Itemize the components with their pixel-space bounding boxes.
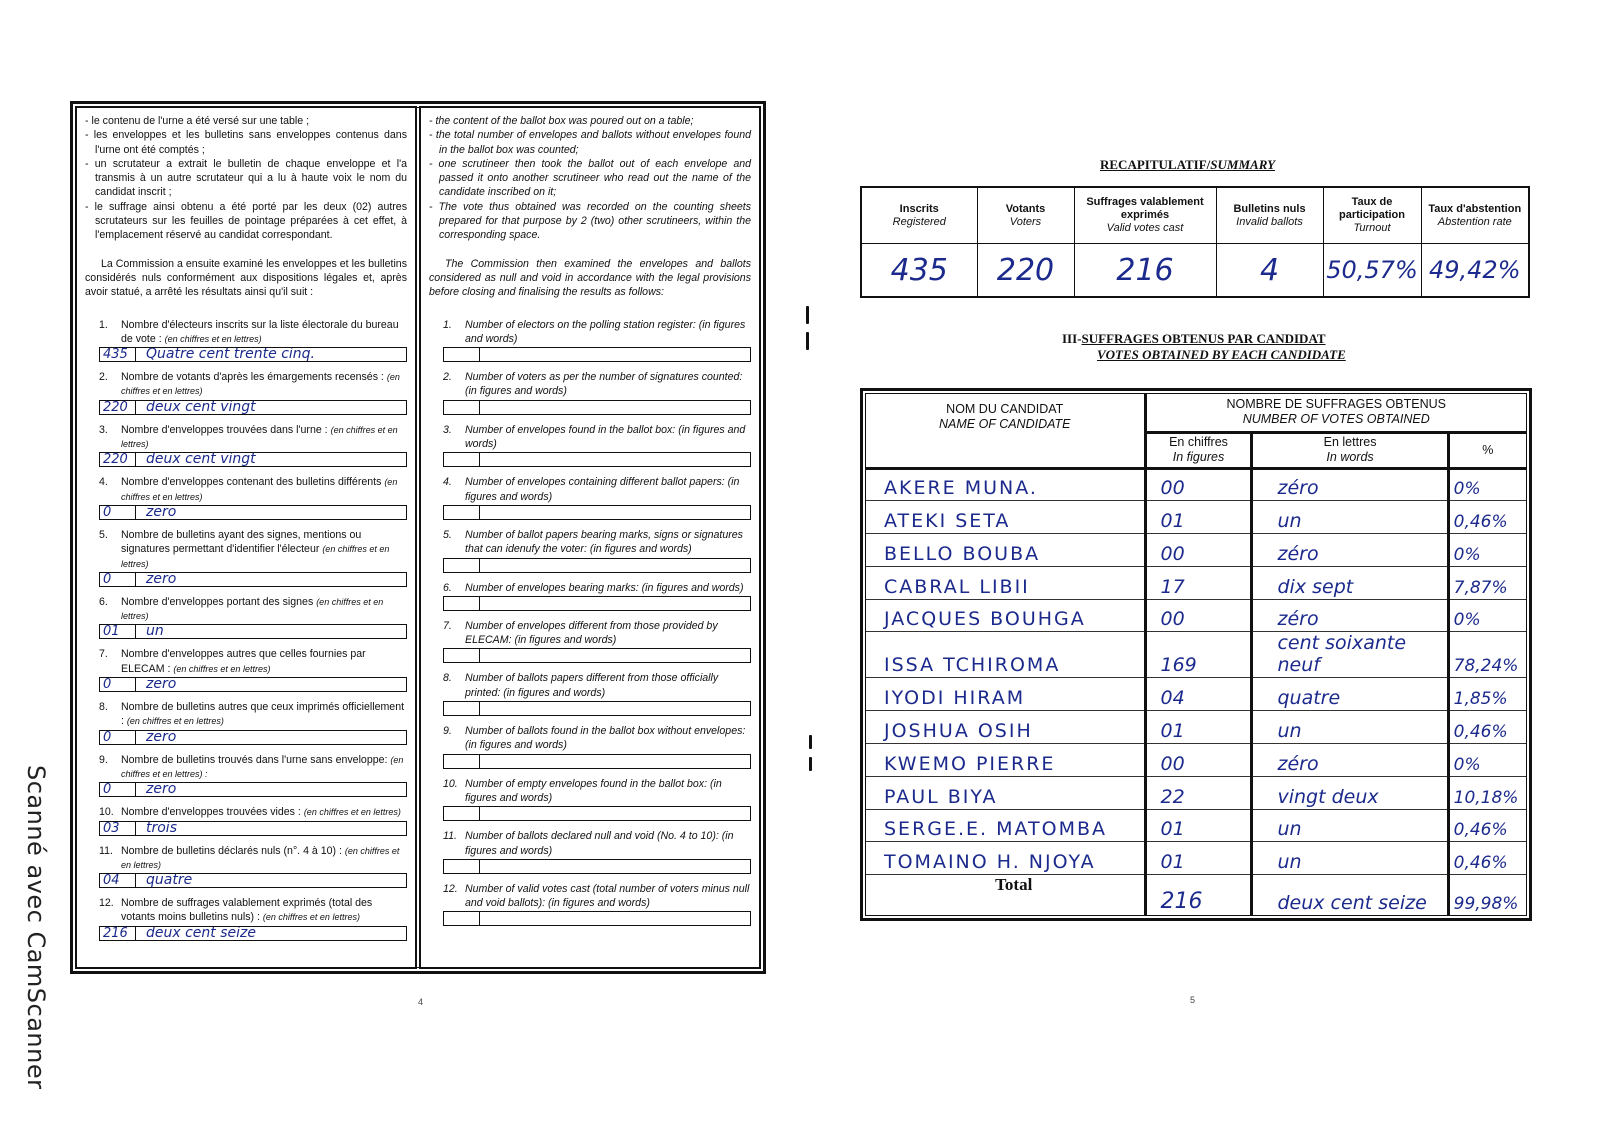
candidate-percent: 0,46% bbox=[1448, 842, 1526, 875]
item-text: Number of envelopes bearing marks: (in figures and words) bbox=[465, 581, 744, 594]
answer-words[interactable]: zero bbox=[146, 572, 177, 586]
candidate-name: SERGE.E. MATOMBA bbox=[866, 809, 1145, 842]
candidate-votes-figure: 17 bbox=[1145, 566, 1252, 599]
candidate-votes-words: quatre bbox=[1252, 678, 1448, 711]
answer-words[interactable]: trois bbox=[146, 821, 177, 835]
answer-box[interactable] bbox=[443, 347, 751, 362]
answer-figure[interactable] bbox=[444, 559, 480, 572]
procedure-bullets-en bbox=[429, 114, 751, 243]
item-text: Number of ballot papers bearing marks, signs or signatures that can idenufy the voter: (in figures and words) bbox=[465, 528, 743, 556]
item-number: 12. bbox=[99, 897, 114, 910]
item-text: Number of ballots declared null and void (No. 4 to 10): (in figures and words) bbox=[465, 830, 734, 857]
candidate-row bbox=[866, 566, 1526, 599]
answer-figure[interactable] bbox=[444, 912, 480, 925]
candidate-votes-words: zéro bbox=[1252, 599, 1448, 632]
answer-figure[interactable]: 01 bbox=[100, 625, 136, 638]
bullet: - one scrutineer then took the ballot out of each envelope and passed it onto another scrutineer who read out the name of the candidate inscribed on it; bbox=[429, 157, 751, 199]
result-item-label bbox=[85, 528, 407, 571]
candidate-votes-figure: 00 bbox=[1145, 599, 1252, 632]
item-text: Number of empty envelopes found in the ballot box: (in figures and words) bbox=[465, 777, 722, 804]
answer-figure[interactable] bbox=[444, 506, 480, 519]
item-number: 6. bbox=[99, 595, 108, 608]
item-number: 5. bbox=[99, 528, 108, 541]
voters-value: 220 bbox=[977, 244, 1074, 298]
header-in-words: En lettres In words bbox=[1252, 432, 1448, 468]
answer-figure[interactable] bbox=[444, 453, 480, 466]
summary-header-row bbox=[861, 187, 1529, 244]
bullet: - the content of the ballot box was poured out on a table; bbox=[429, 115, 694, 127]
result-item-label bbox=[85, 753, 407, 782]
candidate-name: IYODI HIRAM bbox=[866, 678, 1145, 711]
answer-words[interactable]: deux cent seize bbox=[146, 926, 256, 940]
answer-figure[interactable]: 0 bbox=[100, 678, 136, 691]
scan-mark bbox=[809, 757, 812, 771]
results-items-fr bbox=[85, 318, 407, 941]
candidate-percent: 7,87% bbox=[1448, 566, 1526, 599]
candidate-votes-figure: 01 bbox=[1145, 711, 1252, 744]
answer-figure[interactable]: 0 bbox=[100, 731, 136, 744]
page-number-left: 4 bbox=[418, 997, 424, 1007]
result-item-label bbox=[429, 619, 751, 648]
summary-title-en: SUMMARY bbox=[1210, 157, 1276, 172]
answer-figure[interactable]: 03 bbox=[100, 822, 136, 835]
results-items-en bbox=[429, 318, 751, 927]
total-row bbox=[866, 875, 1526, 915]
french-column bbox=[75, 106, 417, 969]
candidate-name: AKERE MUNA. bbox=[866, 468, 1145, 501]
answer-words[interactable]: zero bbox=[146, 783, 177, 797]
result-item-label bbox=[85, 595, 407, 624]
candidates-grid bbox=[866, 394, 1526, 915]
item-text: Nombre de bulletins déclarés nuls (n°. 4 à 10) : (en chiffres et en lettres) bbox=[121, 844, 400, 870]
result-item-label bbox=[429, 581, 751, 595]
result-item-label bbox=[85, 844, 407, 873]
answer-words[interactable]: quatre bbox=[146, 874, 193, 888]
candidate-votes-words: zéro bbox=[1252, 744, 1448, 777]
candidate-votes-figure: 00 bbox=[1145, 468, 1252, 501]
answer-box[interactable] bbox=[443, 648, 751, 663]
summary-title bbox=[1100, 157, 1275, 173]
bullet: - le contenu de l'urne a été versé sur une table ; bbox=[85, 115, 310, 127]
answer-figure[interactable] bbox=[444, 348, 480, 361]
candidate-row bbox=[866, 632, 1526, 678]
result-item-label bbox=[429, 882, 751, 911]
item-text: Number of ballots found in the ballot box without envelopes: (in figures and words) bbox=[465, 725, 746, 752]
answer-figure[interactable]: 0 bbox=[100, 506, 136, 519]
item-text: Nombre d'enveloppes portant des signes (en chiffres et en lettres) bbox=[121, 595, 384, 622]
answer-figure[interactable] bbox=[444, 401, 480, 414]
item-number: 4. bbox=[99, 476, 108, 489]
candidate-votes-figure: 169 bbox=[1145, 632, 1252, 678]
candidate-row bbox=[866, 468, 1526, 501]
candidate-votes-figure: 01 bbox=[1145, 501, 1252, 534]
answer-figure[interactable] bbox=[444, 597, 480, 610]
answer-box[interactable] bbox=[443, 505, 751, 520]
section-prefix: III- bbox=[1062, 331, 1082, 346]
result-item-label bbox=[429, 318, 751, 347]
result-item-label bbox=[85, 423, 407, 452]
header-candidate-name: NOM DU CANDIDAT NAME OF CANDIDATE bbox=[866, 394, 1145, 468]
candidate-percent: 0,46% bbox=[1448, 501, 1526, 534]
candidate-votes-words: un bbox=[1252, 711, 1448, 744]
item-text: Nombre d'électeurs inscrits sur la liste électorale du bureau de vote : (en chiffres et en lettres) bbox=[121, 318, 399, 345]
answer-words[interactable]: Quatre cent trente cinq. bbox=[146, 348, 315, 362]
candidate-votes-words: dix sept bbox=[1252, 566, 1448, 599]
answer-figure[interactable]: 216 bbox=[100, 927, 136, 940]
answer-figure[interactable] bbox=[444, 702, 480, 715]
item-text: Nombre d'enveloppes autres que celles fournies par ELECAM : (en chiffres et en lettres) bbox=[121, 648, 366, 675]
item-number: 10. bbox=[99, 806, 114, 819]
valid-votes-value: 216 bbox=[1074, 244, 1216, 298]
candidate-percent: 0,46% bbox=[1448, 711, 1526, 744]
summary-values-row bbox=[861, 244, 1529, 298]
candidate-name: JOSHUA OSIH bbox=[866, 711, 1145, 744]
item-number: 3. bbox=[99, 423, 108, 436]
answer-figure[interactable]: 220 bbox=[100, 401, 136, 414]
answer-figure[interactable] bbox=[444, 755, 480, 768]
candidate-row bbox=[866, 776, 1526, 809]
header-votes-obtained: NOMBRE DE SUFFRAGES OBTENUS NUMBER OF VOTES OBTAINED bbox=[1145, 394, 1526, 432]
turnout-value: 50,57% bbox=[1323, 244, 1421, 298]
item-text: Nombre d'enveloppes trouvées vides : (en chiffres et en lettres) bbox=[121, 806, 401, 819]
page-number-right: 5 bbox=[1190, 995, 1196, 1005]
candidate-percent: 1,85% bbox=[1448, 678, 1526, 711]
summary-header-turnout: Taux de participation Turnout bbox=[1323, 187, 1421, 244]
answer-figure[interactable] bbox=[444, 649, 480, 662]
item-text: Nombre de bulletins autres que ceux imprimés officiellement : (en chiffres et en lettres) bbox=[121, 701, 405, 728]
item-number: 5. bbox=[443, 528, 452, 541]
candidate-row bbox=[866, 744, 1526, 777]
item-number: 4. bbox=[443, 476, 452, 489]
candidate-name: BELLO BOUBA bbox=[866, 534, 1145, 567]
answer-box[interactable] bbox=[99, 347, 407, 362]
answer-figure[interactable]: 435 bbox=[100, 348, 136, 361]
item-number: 9. bbox=[99, 753, 108, 766]
answer-box[interactable] bbox=[99, 505, 407, 520]
result-item-label bbox=[85, 318, 407, 347]
procedure-bullets-fr bbox=[85, 114, 407, 243]
item-number: 1. bbox=[443, 318, 452, 331]
answer-box[interactable] bbox=[99, 730, 407, 745]
item-number: 10. bbox=[443, 777, 458, 790]
candidates-table bbox=[860, 388, 1532, 921]
form-page-left bbox=[70, 101, 766, 974]
item-number: 2. bbox=[99, 371, 108, 384]
summary-header-abstention: Taux d'abstention Abstention rate bbox=[1421, 187, 1529, 244]
header-percent: % bbox=[1448, 432, 1526, 468]
commission-paragraph-fr: La Commission a ensuite examiné les enveloppes et les bulletins considérés nuls conformément aux dispositions légales et, après avoir statué, a arrêté les résultats ainsi qu'il suit : bbox=[85, 257, 407, 299]
candidate-votes-words: zéro bbox=[1252, 534, 1448, 567]
answer-box[interactable] bbox=[443, 911, 751, 926]
answer-words[interactable]: deux cent vingt bbox=[146, 400, 256, 414]
total-words: deux cent seize bbox=[1252, 875, 1448, 915]
item-text: Number of envelopes containing different ballot papers: (in figures and words) bbox=[465, 476, 740, 503]
answer-box[interactable] bbox=[443, 596, 751, 611]
candidate-name: JACQUES BOUHGA bbox=[866, 599, 1145, 632]
answer-box[interactable] bbox=[99, 873, 407, 888]
section-title-fr: SUFFRAGES OBTENUS PAR CANDIDAT bbox=[1081, 331, 1326, 346]
item-number: 6. bbox=[443, 581, 452, 594]
answer-box[interactable] bbox=[99, 677, 407, 692]
answer-words[interactable]: deux cent vingt bbox=[146, 453, 256, 467]
candidate-row bbox=[866, 534, 1526, 567]
candidate-row bbox=[866, 678, 1526, 711]
scan-mark bbox=[809, 735, 812, 749]
answer-box[interactable] bbox=[99, 452, 407, 467]
item-number: 11. bbox=[443, 830, 457, 843]
answer-box[interactable] bbox=[99, 400, 407, 415]
result-item-label bbox=[85, 896, 407, 925]
answer-box[interactable] bbox=[443, 754, 751, 769]
answer-box[interactable] bbox=[443, 558, 751, 573]
candidate-name: ATEKI SETA bbox=[866, 501, 1145, 534]
candidate-name: CABRAL LIBII bbox=[866, 566, 1145, 599]
answer-figure[interactable] bbox=[444, 860, 480, 873]
candidate-votes-figure: 01 bbox=[1145, 842, 1252, 875]
candidate-row bbox=[866, 501, 1526, 534]
commission-paragraph-en: The Commission then examined the envelopes and ballots considered as null and void in accordance with the legal provisions before closing and finalising the results as follows: bbox=[429, 257, 751, 299]
candidate-votes-words: vingt deux bbox=[1252, 776, 1448, 809]
bullet: - the total number of envelopes and ballots without envelopes found in the ballot box was counted; bbox=[429, 129, 751, 156]
registered-value: 435 bbox=[861, 244, 977, 298]
answer-words[interactable]: zero bbox=[146, 505, 177, 519]
total-figure: 216 bbox=[1145, 875, 1252, 915]
result-item-label bbox=[429, 829, 751, 858]
bullet: - le suffrage ainsi obtenu a été porté par les deux (02) autres scrutateurs sur les feuilles de pointage préparées à cet effet, à l'emplacement réservé au candidat correspondant. bbox=[85, 200, 407, 242]
result-item-label bbox=[429, 475, 751, 504]
candidate-votes-words: un bbox=[1252, 809, 1448, 842]
item-text: Number of electors on the polling station register: (in figures and words) bbox=[465, 318, 746, 345]
item-number: 8. bbox=[443, 672, 452, 685]
answer-box[interactable] bbox=[99, 821, 407, 836]
scan-mark bbox=[806, 332, 809, 350]
answer-words[interactable]: zero bbox=[146, 678, 177, 692]
candidate-name: KWEMO PIERRE bbox=[866, 744, 1145, 777]
item-number: 1. bbox=[99, 318, 108, 331]
total-percent: 99,98% bbox=[1453, 893, 1519, 914]
answer-box[interactable] bbox=[99, 624, 407, 639]
candidate-votes-figure: 01 bbox=[1145, 809, 1252, 842]
item-text: Nombre d'enveloppes contenant des bulletins différents (en chiffres et en lettres) bbox=[121, 476, 398, 502]
item-number: 9. bbox=[443, 725, 452, 738]
header-in-figures: En chiffres In figures bbox=[1145, 432, 1252, 468]
item-number: 3. bbox=[443, 423, 452, 436]
item-text: Nombre de suffrages valablement exprimés (total des votants moins bulletins nuls) : (en chiffres et en lettres) bbox=[121, 897, 373, 924]
answer-box[interactable] bbox=[443, 701, 751, 716]
summary-header-registered: Inscrits Registered bbox=[861, 187, 977, 244]
item-text: Number of valid votes cast (total number of voters minus null and void ballots): (in figures and words) bbox=[465, 882, 750, 910]
item-number: 2. bbox=[443, 371, 452, 384]
english-column bbox=[419, 106, 761, 969]
candidate-percent: 0,46% bbox=[1448, 809, 1526, 842]
bullet: - The vote thus obtained was recorded on the counting sheets prepared for that purpose by 2 (two) other scrutineers, within the corresponding space. bbox=[429, 200, 751, 242]
result-item-label bbox=[429, 528, 751, 557]
answer-words[interactable]: un bbox=[146, 625, 164, 639]
candidate-votes-figure: 00 bbox=[1145, 744, 1252, 777]
result-item-label bbox=[85, 700, 407, 729]
bullet: - un scrutateur a extrait le bulletin de chaque enveloppe et l'a transmis à un autre scrutateur qui a lu à haute voix le nom du candidat inscrit ; bbox=[85, 157, 407, 199]
item-text: Nombre de bulletins trouvés dans l'urne sans enveloppe: (en chiffres et en lettres) : bbox=[121, 753, 404, 779]
candidate-row bbox=[866, 842, 1526, 875]
item-number: 7. bbox=[99, 648, 108, 661]
summary-header-invalid: Bulletins nuls Invalid ballots bbox=[1216, 187, 1323, 244]
result-item-label bbox=[85, 805, 407, 819]
invalid-ballots-value: 4 bbox=[1216, 244, 1323, 298]
candidates-body bbox=[866, 468, 1526, 915]
answer-box[interactable] bbox=[443, 452, 751, 467]
item-text: Nombre d'enveloppes trouvées dans l'urne : (en chiffres et en lettres) bbox=[121, 423, 398, 450]
candidate-votes-figure: 22 bbox=[1145, 776, 1252, 809]
total-label: Total bbox=[866, 875, 1145, 915]
summary-header-voters: Votants Voters bbox=[977, 187, 1074, 244]
candidate-row bbox=[866, 711, 1526, 744]
item-text: Number of envelopes different from those provided by ELECAM: (in figures and words) bbox=[465, 619, 718, 647]
answer-box[interactable] bbox=[443, 806, 751, 821]
result-item-label bbox=[429, 370, 751, 399]
scan-mark bbox=[806, 306, 809, 324]
candidate-percent: 78,24% bbox=[1448, 632, 1526, 678]
result-item-label bbox=[85, 475, 407, 504]
summary-table bbox=[860, 186, 1530, 298]
item-number: 7. bbox=[443, 619, 452, 632]
candidate-percent: 0% bbox=[1448, 744, 1526, 777]
item-number: 8. bbox=[99, 701, 108, 714]
summary-title-fr: RECAPITULATIF/ bbox=[1100, 157, 1211, 172]
candidate-percent: 0% bbox=[1448, 534, 1526, 567]
result-item-label bbox=[429, 671, 751, 700]
answer-box[interactable] bbox=[99, 782, 407, 797]
candidate-votes-words: un bbox=[1252, 501, 1448, 534]
abstention-value: 49,42% bbox=[1421, 244, 1529, 298]
answer-figure[interactable] bbox=[444, 807, 480, 820]
candidate-percent: 0% bbox=[1448, 599, 1526, 632]
summary-header-valid-votes: Suffrages valablement exprimés Valid votes cast bbox=[1074, 187, 1216, 244]
item-number: 12. bbox=[443, 882, 458, 895]
result-item-label bbox=[429, 777, 751, 806]
result-item-label bbox=[85, 647, 407, 676]
item-text: Number of voters as per the number of signatures counted: (in figures and words) bbox=[465, 371, 743, 398]
candidate-name: TOMAINO H. NJOYA bbox=[866, 842, 1145, 875]
answer-figure[interactable]: 0 bbox=[100, 783, 136, 796]
result-item-label bbox=[429, 423, 751, 452]
candidate-votes-words: un bbox=[1252, 842, 1448, 875]
answer-box[interactable] bbox=[443, 400, 751, 415]
answer-figure[interactable]: 0 bbox=[100, 573, 136, 586]
item-number: 11. bbox=[99, 844, 113, 857]
item-text: Number of envelopes found in the ballot box: (in figures and words) bbox=[465, 423, 746, 451]
candidate-percent: 0% bbox=[1448, 468, 1526, 501]
candidate-votes-figure: 00 bbox=[1145, 534, 1252, 567]
candidate-row bbox=[866, 809, 1526, 842]
item-text: Number of ballots papers different from those officially printed: (in figures and words) bbox=[465, 672, 719, 699]
candidate-name: PAUL BIYA bbox=[866, 776, 1145, 809]
answer-figure[interactable]: 04 bbox=[100, 874, 136, 887]
result-item-label bbox=[429, 724, 751, 753]
answer-box[interactable] bbox=[443, 859, 751, 874]
result-item-label bbox=[85, 370, 407, 399]
candidates-section-title bbox=[1062, 331, 1346, 363]
section-title-en: VOTES OBTAINED BY EACH CANDIDATE bbox=[1097, 347, 1346, 362]
candidate-percent: 10,18% bbox=[1448, 776, 1526, 809]
item-text: Nombre de votants d'après les émargements recensés : (en chiffres et en lettres) bbox=[121, 371, 400, 397]
candidate-row bbox=[866, 599, 1526, 632]
candidate-votes-figure: 04 bbox=[1145, 678, 1252, 711]
answer-box[interactable] bbox=[99, 572, 407, 587]
item-text: Nombre de bulletins ayant des signes, mentions ou signatures permettant d'identifier l'électeur (en chiffres et en lettres) bbox=[121, 528, 390, 569]
answer-figure[interactable]: 220 bbox=[100, 453, 136, 466]
candidate-votes-words: cent soixante neuf bbox=[1252, 632, 1448, 678]
camscanner-watermark: Scanné avec CamScanner bbox=[22, 765, 50, 1090]
bullet: - les enveloppes et les bulletins sans enveloppes contenus dans l'urne ont été comptés ; bbox=[85, 129, 407, 156]
candidate-votes-words: zéro bbox=[1252, 468, 1448, 501]
answer-words[interactable]: zero bbox=[146, 730, 177, 744]
candidate-name: ISSA TCHIROMA bbox=[866, 632, 1145, 678]
answer-box[interactable] bbox=[99, 926, 407, 941]
